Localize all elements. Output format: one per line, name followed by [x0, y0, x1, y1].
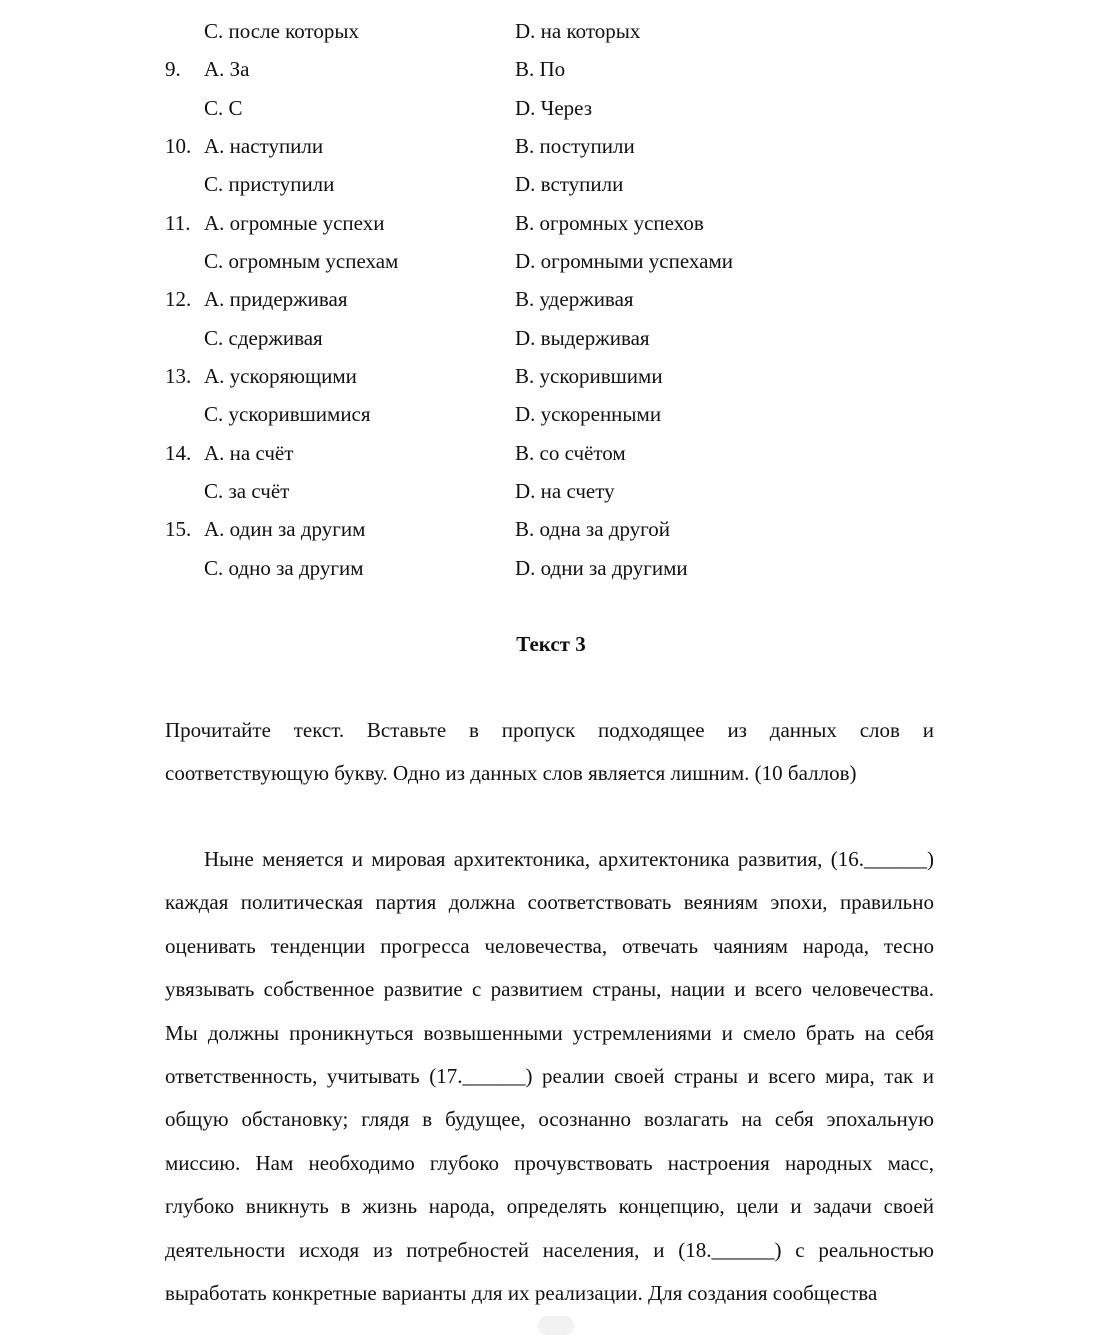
option-row	[0, 89, 1102, 127]
option-left: A. на счёт	[204, 440, 294, 465]
option-left: C. одно за другим	[204, 555, 364, 580]
question-number: 9.	[165, 57, 181, 82]
option-row	[0, 12, 1102, 50]
option-right: D. на которых	[515, 19, 641, 43]
option-right: D. выдерживая	[515, 325, 650, 350]
option-left: A. наступили	[204, 133, 324, 158]
option-left: C. приступили	[204, 172, 335, 197]
option-row	[0, 242, 1102, 280]
option-row	[0, 165, 1102, 203]
option-row	[0, 510, 1102, 548]
option-row	[0, 357, 1102, 395]
option-left: C. сдерживая	[204, 325, 323, 350]
option-left: C. за счёт	[204, 478, 290, 503]
option-right: D. на счету	[515, 478, 615, 503]
task-instruction: Прочитайте текст. Вставьте в пропуск подходящее из данных слов и соответствующую букву. Одно из данных слов является лишним. (10 баллов)	[165, 718, 934, 785]
option-right: D. огромными успехами	[515, 248, 733, 273]
option-left: A. придерживая	[204, 287, 348, 312]
option-right: B. одна за другой	[515, 517, 670, 542]
option-left: C. ускорившимися	[204, 402, 371, 427]
option-row	[0, 434, 1102, 472]
option-left: C. огромным успехам	[204, 248, 399, 273]
section-title: Текст 3	[516, 632, 586, 656]
question-number: 15.	[165, 517, 192, 542]
option-right: B. удерживая	[515, 287, 634, 312]
option-left: A. За	[204, 57, 250, 82]
option-right: B. со счётом	[515, 440, 626, 465]
question-number: 13.	[165, 363, 192, 388]
option-row	[0, 549, 1102, 587]
option-right: B. ускорившими	[515, 363, 663, 388]
question-number: 12.	[165, 287, 192, 312]
answer-options-list	[0, 12, 1102, 587]
option-right: B. По	[515, 57, 566, 82]
option-row	[0, 472, 1102, 510]
option-row	[0, 280, 1102, 318]
option-left: C. С	[204, 95, 243, 120]
question-number: 11.	[165, 210, 191, 235]
page-footer-mark	[538, 1316, 574, 1335]
option-right: D. Через	[515, 95, 593, 120]
question-number: 14.	[165, 440, 192, 465]
option-left: A. ускоряющими	[204, 363, 357, 388]
reading-passage	[165, 838, 934, 1315]
option-right: D. ускоренными	[515, 402, 662, 427]
passage-text: Ныне меняется и мировая архитектоника, архитектоника развития, (16.______) каждая политическая партия должна соответствовать веяниям эпохи, правильно оценивать тенденции прогресса человечества, отвечать чаяниям народа, тесно увязывать собственное развитие с развитием страны, нации и всего человечества. Мы должны проникнуться возвышенными устремлениями и смело брать на себя ответственность, учитывать (17.______) реалии своей страны и всего мира, так и общую обстановку; глядя в будущее, осознанно возлагать на себя эпохальную миссию. Нам необходимо глубоко прочувствовать настроения народных масс, глубоко вникнуть в жизнь народа, определять концепцию, цели и задачи своей деятельности исходя из потребностей населения, и (18.______) с реальностью выработать конкретные варианты для их реализации. Для создания сообщества	[165, 847, 934, 1306]
option-row	[0, 204, 1102, 242]
option-row	[0, 319, 1102, 357]
option-row	[0, 127, 1102, 165]
option-right: B. поступили	[515, 133, 635, 158]
option-row	[0, 50, 1102, 88]
option-right: B. огромных успехов	[515, 210, 704, 235]
option-left: C. после которых	[204, 19, 360, 43]
question-number: 10.	[165, 133, 192, 158]
option-left: A. огромные успехи	[204, 210, 385, 235]
option-left: A. один за другим	[204, 517, 366, 542]
option-right: D. одни за другими	[515, 555, 688, 580]
option-row	[0, 395, 1102, 433]
option-right: D. вступили	[515, 172, 624, 197]
